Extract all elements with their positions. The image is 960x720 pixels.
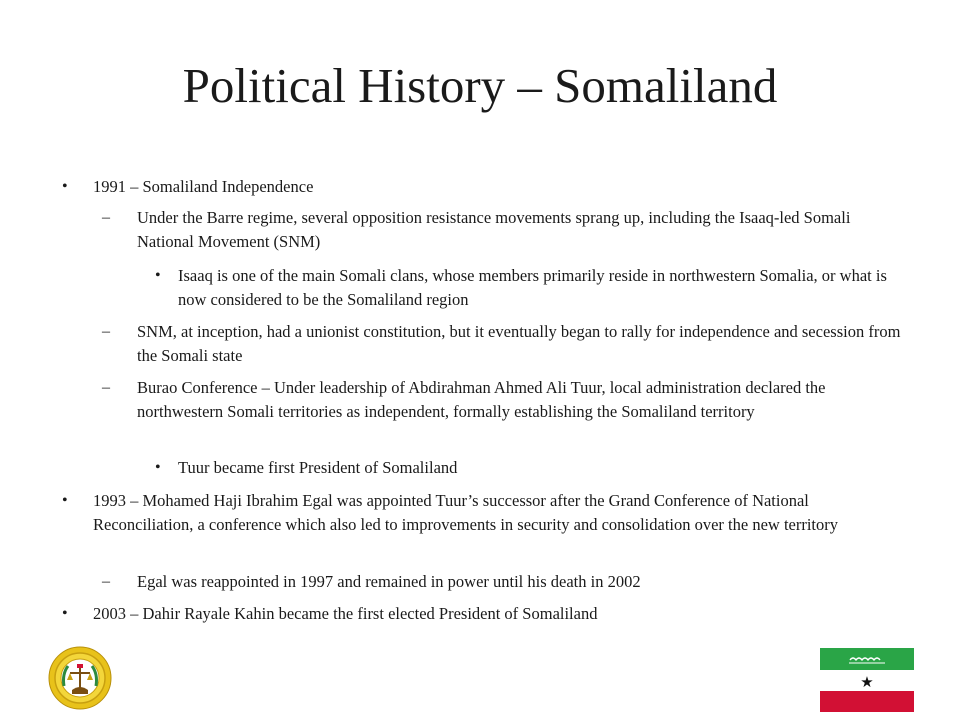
- dash-marker: –: [102, 323, 110, 340]
- somaliland-flag-icon: [820, 648, 914, 712]
- bullet-marker: •: [155, 267, 161, 284]
- bullet-marker: •: [62, 605, 68, 622]
- bullet-marker: •: [62, 492, 68, 509]
- bullet-1993-egal: 1993 – Mohamed Haji Ibrahim Egal was appointed Tuur’s successor after the Grand Conference of National Reconciliation, a conference which also led to improvements in security and consolidation over the new territory: [93, 491, 839, 534]
- flag-star-icon: ★: [860, 673, 874, 691]
- sub-bullet-egal-reappointed: Egal was reappointed in 1997 and remained in power until his death in 2002: [137, 572, 641, 591]
- bullet-2003-kahin: 2003 – Dahir Rayale Kahin became the first elected President of Somaliland: [93, 604, 598, 623]
- bullet-marker: •: [155, 459, 161, 476]
- bullet-1991-independence: 1991 – Somaliland Independence: [93, 177, 314, 196]
- somaliland-coat-of-arms-icon: [48, 646, 112, 710]
- dash-marker: –: [102, 573, 110, 590]
- sub-bullet-snm-constitution: SNM, at inception, had a unionist constitution, but it eventually began to rally for independence and secession from the Somali state: [137, 322, 901, 365]
- dash-marker: –: [102, 209, 110, 226]
- dash-marker: –: [102, 379, 110, 396]
- sub-sub-bullet-tuur-president: Tuur became first President of Somaliland: [178, 458, 458, 477]
- sub-sub-bullet-isaaq-clan: Isaaq is one of the main Somali clans, whose members primarily reside in northwestern Somalia, or what is now considered to be the Somaliland region: [178, 266, 887, 309]
- sub-bullet-burao-conference: Burao Conference – Under leadership of Abdirahman Ahmed Ali Tuur, local administration declared the northwestern Somali territories as independent, formally establishing the Somaliland territory: [137, 378, 826, 421]
- bullet-marker: •: [62, 178, 68, 195]
- slide-title: Political History – Somaliland: [182, 58, 778, 113]
- sub-bullet-barre-regime: Under the Barre regime, several opposition resistance movements sprang up, including the Isaaq-led Somali National Movement (SNM): [137, 208, 851, 251]
